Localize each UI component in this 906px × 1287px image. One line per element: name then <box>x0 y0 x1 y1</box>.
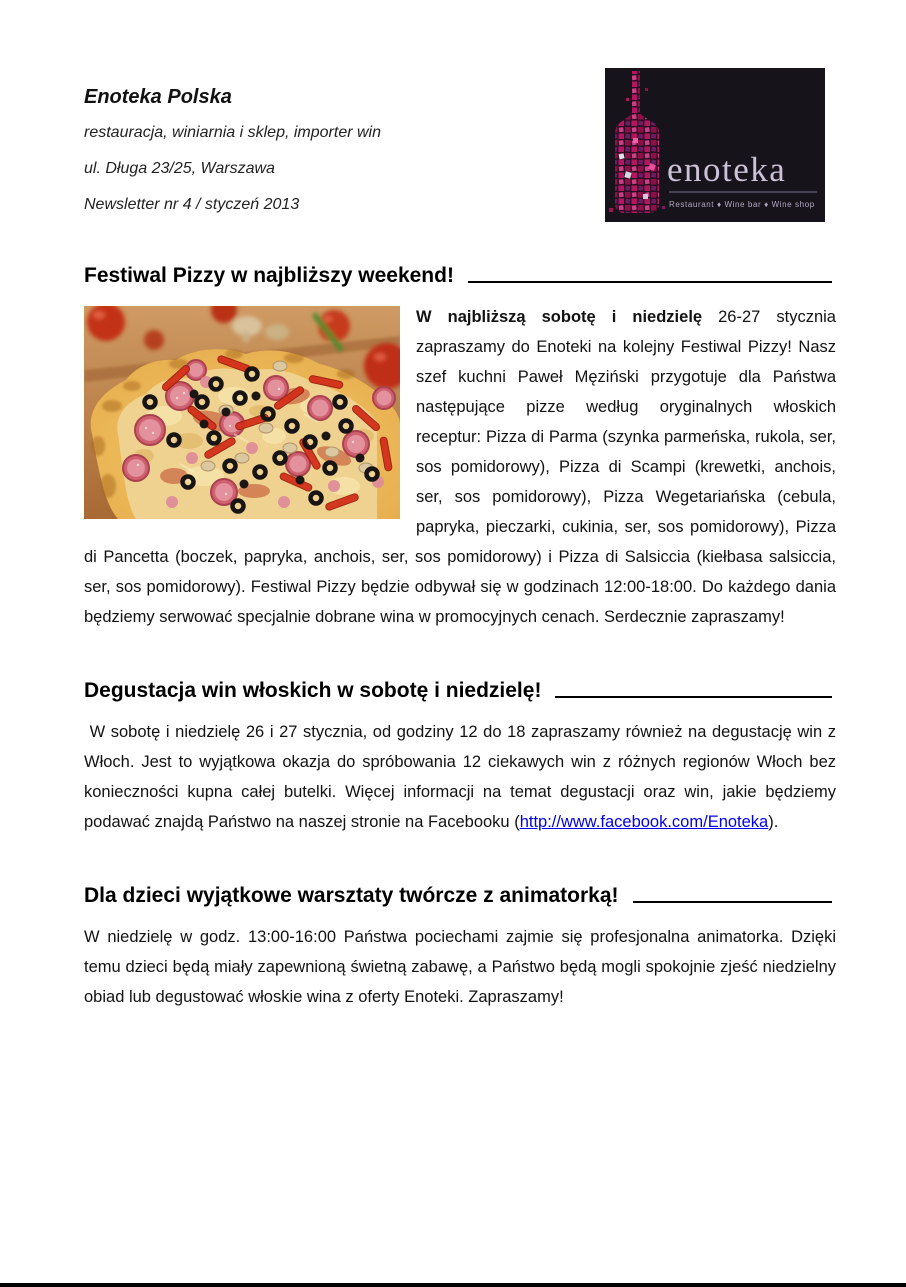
newsletter-body <box>84 263 836 1012</box>
paragraph-text: 26-27 stycznia zapraszamy do Enoteki na kolejny Festiwal Pizzy! Nasz szef kuchni Paweł Męziński przygotuje dla Państwa następujące pizze według oryginalnych włoskich receptur: Pizza di Parma (szynka parmeńska, rukola, ser, sos pomidorowy), Pizza di Scampi (krewetki, anchois, ser, sos pomidorowy), Pizza Wegetariańska (cebula, papryka, pieczarki, cukinia, ser, sos pomidorowy), Pizza di Pancetta (boczek, papryka, anchois, ser, sos pomidorowy) i Pizza di Salsiccia (kiełbasa salsiccia, ser, sos pomidorowy). Festiwal Pizzy będzie odbywał się w godzinach 12:00-18:00. Do każdego dania będziemy serwować specjalnie dobrane wina w promocyjnych cenach. Serdecznie zapraszamy! <box>84 308 836 626</box>
paragraph-text: W sobotę i niedzielę 26 i 27 stycznia, od godziny 12 do 18 zapraszamy również na degustację win z Włoch. Jest to wyjątkowa okazja do spróbowania 12 ciekawych win z różnych regionów Włoch bez konieczności kupna całej butelki. Więcej informacji na temat degustacji oraz win, jakie będziemy podawać znajdą Państwo na naszej stronie na Facebooku ( <box>84 723 836 831</box>
heading-rule <box>633 901 832 903</box>
section-title-text: Degustacja win włoskich w sobotę i niedzielę! <box>84 679 542 702</box>
kids-workshops-paragraph <box>84 922 836 1012</box>
section-title-wine-tasting <box>84 678 836 704</box>
section-kids-workshops <box>84 883 836 1012</box>
page-bottom-edge <box>0 1283 906 1287</box>
enoteka-logo <box>605 68 825 222</box>
wine-tasting-paragraph <box>84 717 836 837</box>
logo-tagline-text: Restaurant ♦ Wine bar ♦ Wine shop <box>669 200 815 209</box>
heading-rule <box>468 281 832 283</box>
company-tagline: restauracja, winiarnia i sklep, importer win <box>84 124 381 141</box>
paragraph-lead-bold: W najbliższą sobotę i niedzielę <box>416 308 703 326</box>
paragraph-text: W niedzielę w godz. 13:00-16:00 Państwa pociechami zajmie się profesjonalna animatorka. Dzięki temu dzieci będą miały zapewnioną świetną zabawę, a Państwo będą mogli spokojnie zjeść niedzielny obiad lub degustować włoskie wina z oferty Enoteki. Zapraszamy! <box>84 928 836 1006</box>
section-title-pizza-festival <box>84 263 836 289</box>
pizza-festival-paragraph <box>84 302 836 632</box>
header-block <box>84 86 381 232</box>
heading-rule <box>555 696 832 698</box>
section-title-text: Dla dzieci wyjątkowe warsztaty twórcze z animatorką! <box>84 884 619 907</box>
company-name: Enoteka Polska <box>84 86 232 108</box>
facebook-link[interactable]: http://www.facebook.com/Enoteka <box>519 813 769 831</box>
pizza <box>91 349 400 519</box>
section-title-text: Festiwal Pizzy w najbliższy weekend! <box>84 264 454 287</box>
pizza-photo <box>84 306 400 519</box>
company-address: ul. Długa 23/25, Warszawa <box>84 160 275 177</box>
logo-brand-text: enoteka <box>667 150 787 189</box>
newsletter-issue: Newsletter nr 4 / styczeń 2013 <box>84 196 300 213</box>
paragraph-text: ). <box>768 813 779 831</box>
section-wine-tasting <box>84 678 836 837</box>
section-title-kids-workshops <box>84 883 836 909</box>
section-pizza-festival <box>84 263 836 632</box>
